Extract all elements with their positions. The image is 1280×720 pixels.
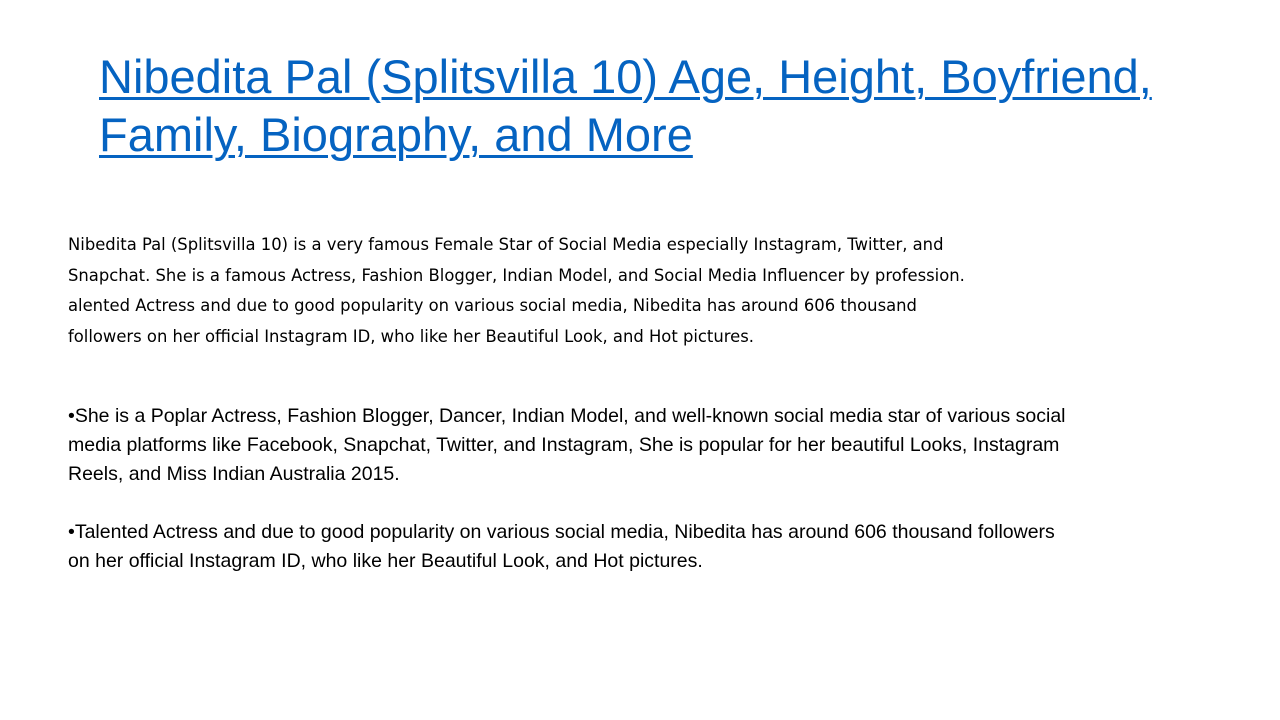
bullet-list [68,402,1068,605]
bullet-item: •She is a Poplar Actress, Fashion Blogger, Dancer, Indian Model, and well-known social media star of various social media platforms like Facebook, Snapchat, Twitter, and Instagram, She is popular for her beautiful Looks, Instagram Reels, and Miss Indian Australia 2015. [68,405,1066,485]
title-link[interactable]: Nibedita Pal (Splitsvilla 10) Age, Height, Boyfriend, Family, Biography, and More [99,50,1152,161]
bullet-item: •Talented Actress and due to good popularity on various social media, Nibedita has around 606 thousand followers on her official Instagram ID, who like her Beautiful Look, and Hot pictures. [68,521,1055,572]
intro-paragraph: Nibedita Pal (Splitsvilla 10) is a very famous Female Star of Social Media especially Instagram, Twitter, and Snapchat. She is a famous Actress, Fashion Blogger, Indian Model, and Social Media Influencer by profession. alented Actress and due to good popularity on various social media, Nibedita has around 606 thousand followers on her official Instagram ID, who like her Beautiful Look, and Hot pictures. [68,235,965,346]
